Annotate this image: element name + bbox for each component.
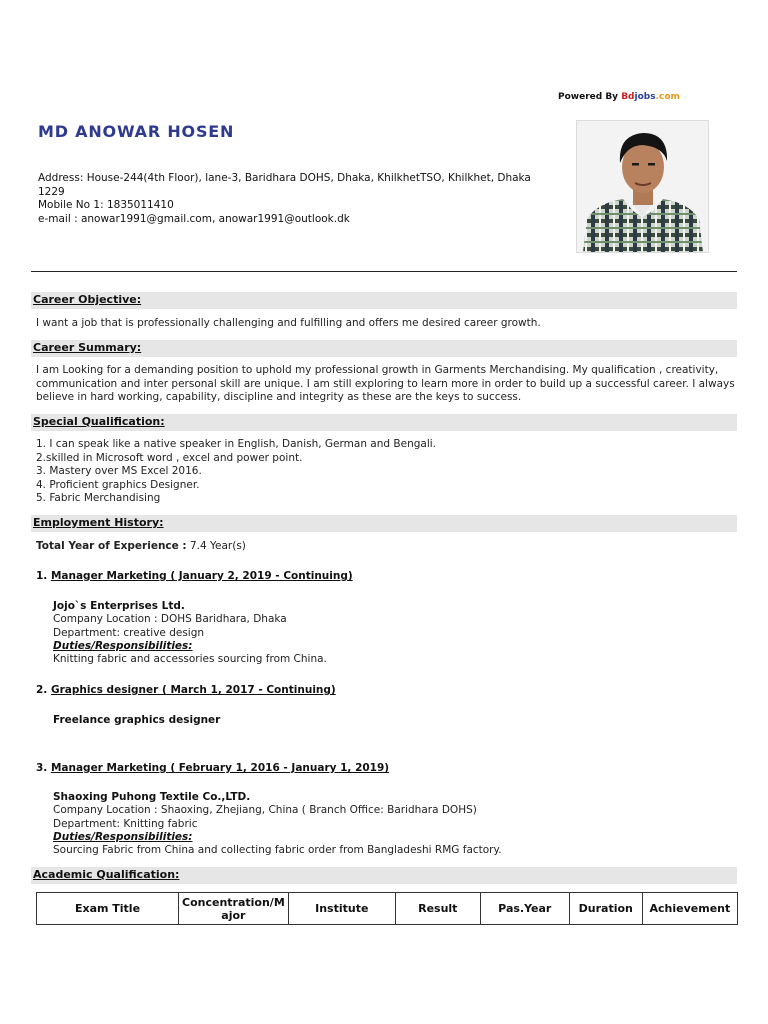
career-objective-text: I want a job that is professionally challenging and fulfilling and offers me desired career growth. [36, 317, 541, 329]
job-details-3 [53, 791, 733, 857]
job-number: 1. [36, 570, 51, 582]
column-header: Exam Title [37, 893, 179, 925]
section-heading: Employment History: [33, 516, 164, 529]
department: Department: Knitting fabric [53, 817, 198, 830]
section-heading: Academic Qualification: [33, 868, 180, 881]
academic-table [36, 892, 738, 925]
list-item: 2.skilled in Microsoft word , excel and power point. [36, 451, 303, 464]
column-header: Achievement [642, 893, 737, 925]
section-employment-history [31, 515, 737, 532]
job-number: 2. [36, 684, 51, 696]
job-title-2 [36, 684, 336, 696]
company-name: Jojo`s Enterprises Ltd. [53, 600, 185, 612]
section-career-summary [31, 340, 737, 357]
email-addresses: e-mail : anowar1991@gmail.com, anowar1991@outlook.dk [38, 212, 350, 225]
career-summary-text: I am Looking for a demanding position to uphold my professional growth in Garments Merchandising. My qualification , creativity, communication and inter personal skill are unique. I am still exploring to learn more in order to build up a successful career. I always believe in hard working, capability, discipline and integrity as these are the keys to success. [36, 364, 735, 403]
column-header: Pas.Year [480, 893, 569, 925]
section-heading: Career Summary: [33, 341, 142, 354]
list-item: 1. I can speak like a native speaker in English, Danish, German and Bengali. [36, 438, 436, 450]
job-title-text: Manager Marketing ( February 1, 2016 - January 1, 2019) [50, 762, 390, 774]
job-details-1 [53, 600, 733, 666]
header-divider [31, 271, 737, 272]
candidate-name: MD ANOWAR HOSEN [38, 122, 235, 141]
duties-label: Duties/Responsibilities: [53, 639, 193, 652]
mobile-number: Mobile No 1: 1835011410 [38, 199, 174, 211]
column-header: Result [395, 893, 480, 925]
section-heading: Career Objective: [33, 293, 142, 306]
job-number: 3. [36, 762, 51, 774]
duties-text: Sourcing Fabric from China and collecting fabric order from Bangladeshi RMG factory. [53, 844, 502, 857]
section-special-qualification [31, 414, 737, 431]
list-item: 3. Mastery over MS Excel 2016. [36, 465, 202, 477]
powered-by-label: Powered By [558, 92, 622, 102]
experience-value: 7.4 Year(s) [186, 540, 246, 552]
bdjobs-logo-bd: Bd [621, 92, 635, 102]
section-career-objective [31, 292, 737, 309]
column-header: Concentration/M ajor [179, 893, 289, 925]
total-experience [36, 540, 736, 554]
table-header-row [37, 893, 738, 925]
column-header: Duration [569, 893, 642, 925]
company-location: Company Location : Shaoxing, Zhejiang, China ( Branch Office: Baridhara DOHS) [53, 804, 477, 817]
section-academic-qualification [31, 867, 737, 884]
job-title-text: Manager Marketing ( January 2, 2019 - Continuing) [50, 570, 353, 582]
profile-photo [576, 120, 709, 253]
experience-label: Total Year of Experience : [36, 540, 187, 552]
address: Address: House-244(4th Floor), lane-3, Baridhara DOHS, Dhaka, KhilkhetTSO, Khilkhet, Dhaka 1229 [38, 172, 531, 198]
job-title-text: Graphics designer ( March 1, 2017 - Continuing) [50, 684, 336, 696]
person-photo-icon [577, 121, 708, 252]
bdjobs-logo-jobs: jobs [634, 92, 656, 102]
contact-block [38, 172, 538, 226]
company-name: Freelance graphics designer [53, 714, 221, 726]
list-item: 4. Proficient graphics Designer. [36, 478, 200, 491]
duties-label: Duties/Responsibilities: [53, 830, 193, 843]
powered-by-bdjobs [558, 92, 680, 102]
department: Department: creative design [53, 626, 205, 639]
column-header: Institute [288, 893, 395, 925]
list-item: 5. Fabric Merchandising [36, 492, 161, 504]
job-details-2 [53, 714, 733, 727]
bdjobs-logo-com: .com [655, 92, 680, 102]
special-qualification-list [36, 438, 736, 506]
job-title-3 [36, 762, 389, 774]
duties-text: Knitting fabric and accessories sourcing from China. [53, 653, 327, 666]
section-heading: Special Qualification: [33, 415, 165, 428]
company-location: Company Location : DOHS Baridhara, Dhaka [53, 613, 287, 626]
company-name: Shaoxing Puhong Textile Co.,LTD. [53, 791, 251, 803]
job-title-1 [36, 570, 353, 582]
